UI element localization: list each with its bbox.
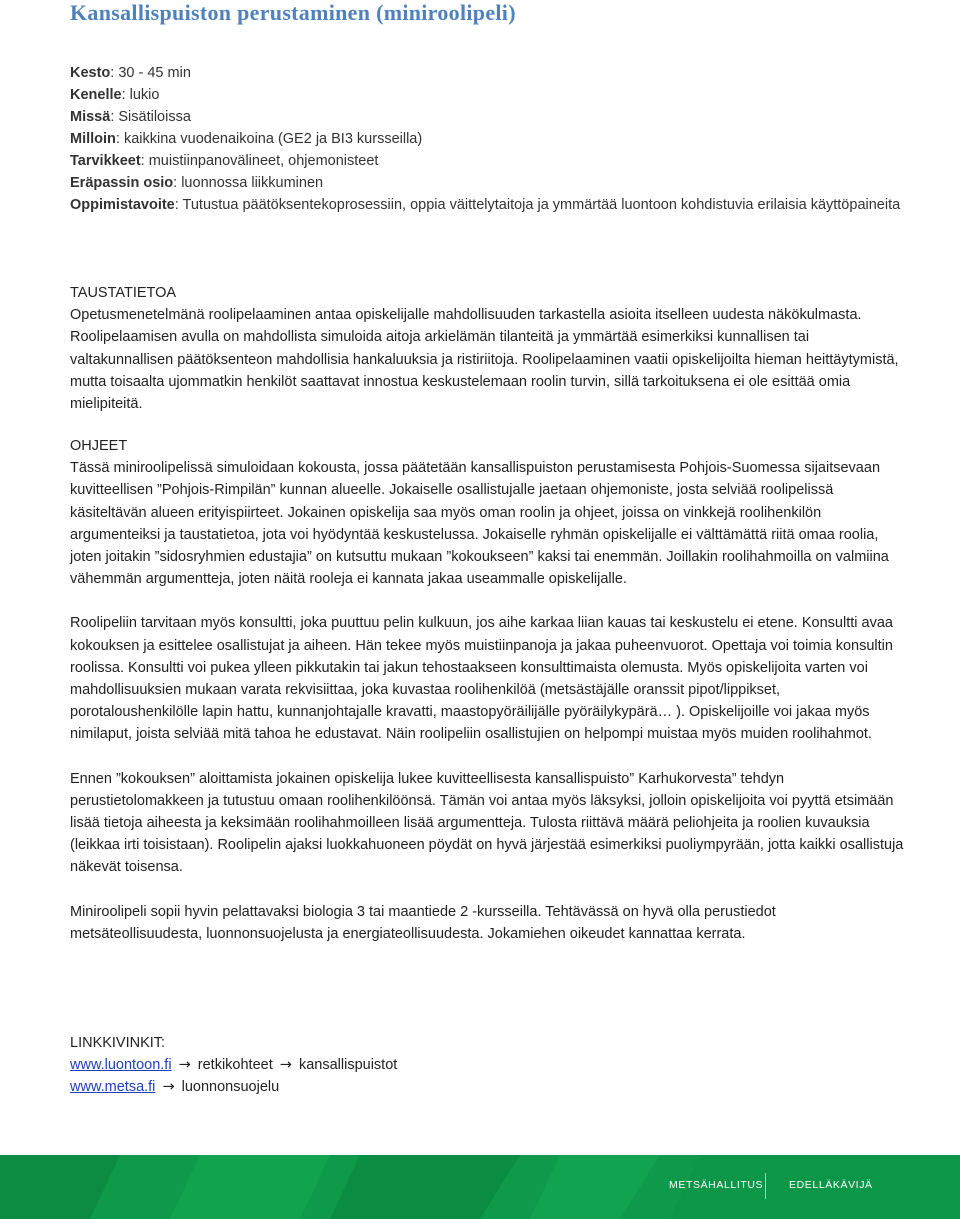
links-section: [70, 1032, 910, 1099]
info-learning-goal: [70, 194, 910, 216]
metsahallitus-logo-text: METSÄHALLITUS: [669, 1179, 764, 1191]
footer-divider: [765, 1173, 766, 1199]
slogan-text: EDELLÄKÄVIJÄ: [789, 1179, 873, 1191]
footer-banner: [0, 1155, 960, 1219]
link-path-text: kansallispuistot: [298, 1057, 398, 1074]
info-label: Milloin: [70, 131, 116, 147]
info-value: : lukio: [121, 87, 160, 103]
section-heading: OHJEET: [70, 438, 128, 454]
instructions-paragraph: Roolipeliin tarvitaan myös konsultti, joka puuttuu pelin kulkuun, jos aihe karkaa liian kauas tai keskustelu ei etene. Konsultti avaa kokouksen ja esittelee osallistujat ja aiheen. Hän tekee myös muistiinpanoja ja jakaa puheenvuorot. Opettaja voi toimia konsultin roolissa. Konsultti voi pukea ylleen pikkutakin tai jakun tehostaakseen konsulttimaista olemusta. Myös opiskelijoita varten voi mahdollisuuksien mukaan varata rekvisiittaa, joka kuvastaa roolihenkilöä (metsästäjälle oranssit pipot/lippikset, porotaloushenkilölle lapin hattu, kunnanjohtajalle kravatti, maastopyöräilijälle pyöräilykypärä… ). Opiskelijoille voi jakaa myös nimilaput, joista selviää mitä tahoa he edustavat. Näin roolipeliin osallistujien on helpompi muistaa myös muiden roolihahmot.: [70, 615, 893, 743]
link-row: [70, 1054, 910, 1076]
info-value: : kaikkina vuodenaikoina (GE2 ja BI3 kursseilla): [115, 131, 423, 147]
info-label: Oppimistavoite: [70, 197, 175, 213]
arrow-right-icon: →: [178, 1057, 191, 1074]
metsa-link[interactable]: www.metsa.fi: [70, 1079, 156, 1096]
background-section: [70, 282, 910, 415]
instructions-section: [70, 435, 910, 945]
info-value: : muistiinpanovälineet, ohjemonisteet: [140, 153, 379, 169]
section-heading: LINKKIVINKIT:: [70, 1035, 166, 1051]
info-label: Kesto: [70, 65, 111, 81]
link-path-text: luonnonsuojelu: [181, 1079, 280, 1096]
info-value: : Tutustua päätöksentekoprosessiin, oppia väittelytaitoja ja ymmärtää luontoon kohdistuvia erilaisia käyttöpaineita: [174, 197, 901, 213]
info-value: : luonnossa liikkuminen: [173, 175, 324, 191]
info-duration: [70, 62, 910, 84]
info-value: : 30 - 45 min: [110, 65, 191, 81]
arrow-right-icon: →: [279, 1057, 292, 1074]
info-equipment: [70, 150, 910, 172]
section-heading: TAUSTATIETOA: [70, 285, 177, 301]
activity-info: [70, 62, 910, 216]
info-audience: [70, 84, 910, 106]
info-label: Eräpassin osio: [70, 175, 174, 191]
luontoon-link[interactable]: www.luontoon.fi: [70, 1057, 172, 1074]
info-label: Missä: [70, 109, 111, 125]
link-row: [70, 1076, 910, 1098]
instructions-paragraph: Miniroolipeli sopii hyvin pelattavaksi biologia 3 tai maantiede 2 -kursseilla. Tehtävässä on hyvä olla perustiedot metsäteollisuudesta, luonnonsuojelusta ja energiateollisuudesta. Jokamiehen oikeudet kannattaa kerrata.: [70, 903, 776, 942]
info-pass-section: [70, 172, 910, 194]
info-value: : Sisätiloissa: [110, 109, 191, 125]
arrow-right-icon: →: [162, 1079, 175, 1096]
info-label: Tarvikkeet: [70, 153, 141, 169]
info-label: Kenelle: [70, 87, 122, 103]
link-path-text: retkikohteet: [197, 1057, 273, 1074]
background-paragraph: Opetusmenetelmänä roolipelaaminen antaa opiskelijalle mahdollisuuden tarkastella asioita itselleen uudesta näkökulmasta. Roolipelaamisen avulla on mahdollista simuloida aitoja arkielämän tilanteitä ja ymmärtää esimerkiksi kunnallisen tai valtakunnallisen päätöksenteon mahdollisia hankaluuksia ja ristiriitoja. Roolipelaaminen vaatii opiskelijoilta hieman heittäytymistä, mutta toisaalta ujommatkin henkilöt saattavat innostua keskustelemaan roolin turvin, sillä tarkoituksena ei ole esittää omia mielipiteitä.: [70, 307, 899, 413]
info-time: [70, 128, 910, 150]
instructions-paragraph: Tässä miniroolipelissä simuloidaan kokousta, jossa päätetään kansallispuiston perustamisesta Pohjois-Suomessa sijaitsevaan kuvitteellisen ”Pohjois-Rimpilän” kunnan alueelle. Jokaiselle osallistujalle jaetaan ohjemoniste, josta selviää roolipelissä käsiteltävän alueen erityispiirteet. Jokainen opiskelija saa myös oman roolin ja ohjeet, joissa on vinkkejä roolihenkilön argumenteiksi ja taustatietoa, jota voi hyödyntää keskustelussa. Jokaiselle ryhmän opiskelijalle ei välttämättä riitä omaa roolia, joten joitakin ”sidosryhmien edustajia” on kutsuttu mukaan ”kokoukseen” kaksi tai enemmän. Joillakin roolihahmoilla on valmiina vähemmän argumentteja, joten näitä rooleja ei kannata jakaa useammalle opiskelijalle.: [70, 460, 889, 588]
page-title: Kansallispuiston perustaminen (miniroolipeli): [70, 0, 516, 25]
instructions-paragraph: Ennen ”kokouksen” aloittamista jokainen opiskelija lukee kuvitteellisesta kansallispuisto” Karhukorvesta” tehdyn perustietolomakkeen ja tutustuu omaan roolihenkilöönsä. Tämän voi antaa myös läksyksi, jolloin opiskelijoita voi pyyttä etsimään lisää tietoja aiheesta ja keksimään roolihahmoilleen lisää argumentteja. Tulosta riittävä määrä peliohjeita ja roolien kuvauksia (leikkaa irti toisistaan). Roolipelin ajaksi luokkahuoneen pöydät on hyvä järjestää esimerkiksi puoliympyrään, jotta kaikki osallistuja näkevät toisensa.: [70, 770, 904, 876]
info-location: [70, 106, 910, 128]
